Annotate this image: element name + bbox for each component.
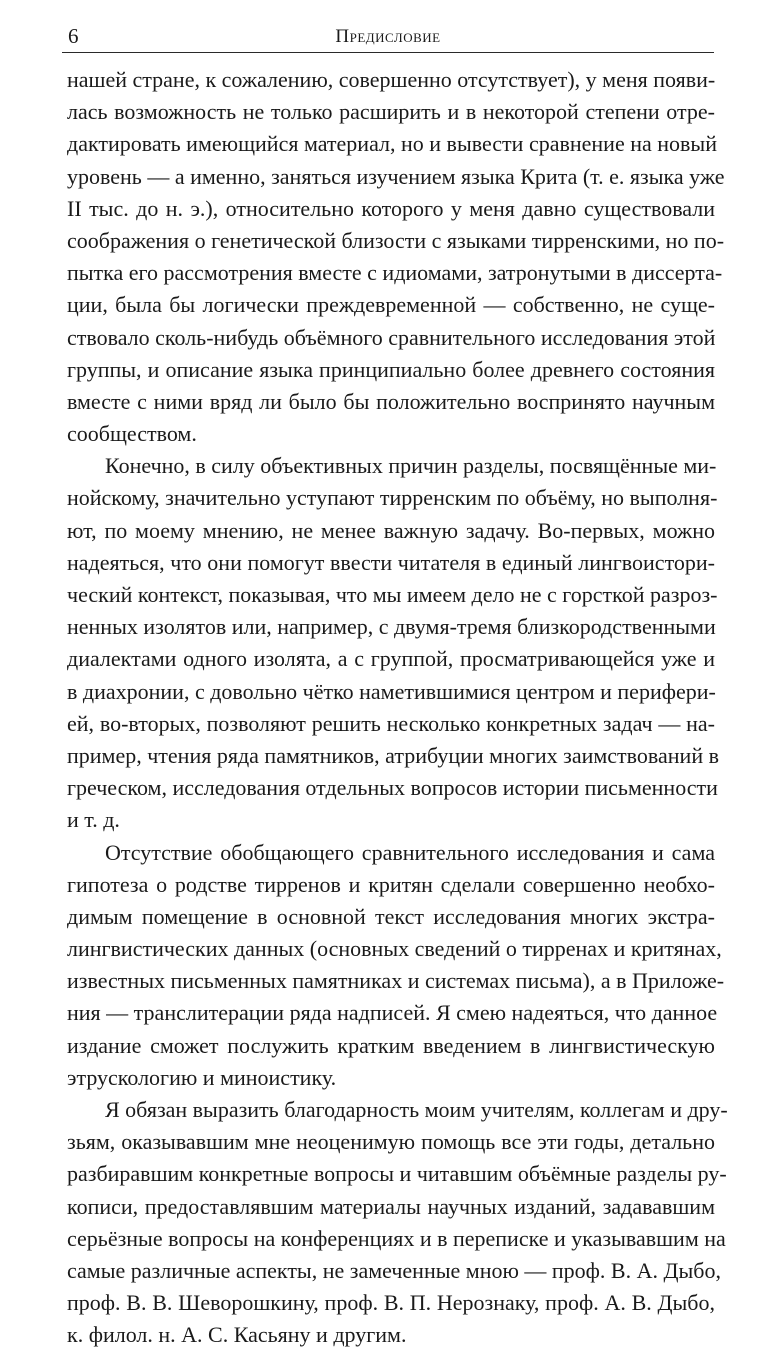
page-number: 6 [68, 24, 79, 48]
text-line: ствовало сколь-нибудь объёмного сравнительного исследования этой [67, 324, 716, 350]
text-line: серьёзные вопросы на конференциях и в переписке и указывавшим на [67, 1225, 726, 1251]
text-line: издание сможет послужить кратким введением в лингвистическую [67, 1032, 715, 1058]
text-line: самые различные аспекты, не замеченные мною — проф. В. А. Дыбо, [67, 1257, 721, 1283]
body-text [67, 64, 728, 1352]
text-line: нойскому, значительно уступают тирренским по объёму, но выполня- [67, 485, 718, 511]
text-line: сообществом. [67, 421, 197, 447]
paragraph [67, 837, 725, 1095]
text-line: группы, и описание языка принципиально более древнего состояния [67, 356, 715, 382]
paragraph [67, 450, 719, 836]
text-line: лингвистических данных (основных сведений о тирренах и критянах, [67, 936, 722, 962]
text-line: надеяться, что они помогут ввести читателя в единый лингвоистори- [67, 549, 715, 575]
text-line: ции, была бы логически преждевременной — собственно, не суще- [67, 292, 715, 318]
text-line: разбиравшим конкретные вопросы и читавшим объёмные разделы ру- [67, 1161, 727, 1187]
text-line: известных письменных памятниках и системах письма), а в Приложе- [67, 968, 725, 994]
text-line: зьям, оказывавшим мне неоценимую помощь все эти годы, детально [67, 1129, 715, 1155]
paragraph [67, 1094, 728, 1352]
text-line: димым помещение в основной текст исследования многих экстра- [67, 903, 715, 929]
text-line: II тыс. до н. э.), относительно которого у меня давно существовали [67, 195, 715, 221]
text-line: пытка его рассмотрения вместе с идиомами, затронутыми в диссерта- [67, 260, 723, 286]
text-line: диалектами одного изолята, а с группой, просматривающейся уже и [67, 646, 715, 672]
text-line: соображения о генетической близости с языками тирренскими, но по- [67, 227, 725, 253]
section-title: Предисловие [335, 26, 441, 47]
text-line: ненных изолятов или, например, с двумя-тремя близкородственными [67, 614, 716, 640]
text-line: дактировать имеющийся материал, но и вывести сравнение на новый [67, 131, 717, 157]
text-line: проф. В. В. Шеворошкину, проф. В. П. Нерознаку, проф. А. В. Дыбо, [67, 1290, 715, 1316]
text-line: гипотеза о родстве тирренов и критян сделали совершенно необхо- [67, 871, 715, 897]
text-line: Отсутствие обобщающего сравнительного исследования и сама [105, 839, 715, 865]
text-line: вместе с ними вряд ли было бы положительно воспринято научным [67, 388, 715, 414]
text-line: ют, по моему мнению, не менее важную задачу. Во-первых, можно [67, 517, 715, 543]
running-head [62, 20, 714, 54]
text-line: лась возможность не только расширить и в некоторой степени отре- [67, 99, 715, 125]
text-line: уровень — а именно, заняться изучением языка Крита (т. е. языка уже [67, 163, 725, 189]
header-rule [62, 52, 714, 53]
text-line: греческом, исследования отдельных вопросов истории письменности [67, 775, 718, 801]
text-line: кописи, предоставлявшим материалы научных изданий, задававшим [67, 1193, 715, 1219]
text-line: ей, во-вторых, позволяют решить несколько конкретных задач — на- [67, 710, 715, 736]
text-line: нашей стране, к сожалению, совершенно отсутствует), у меня появи- [67, 67, 716, 92]
text-line: в диахронии, с довольно чётко наметившимися центром и перифери- [67, 678, 716, 704]
text-line: Конечно, в силу объективных причин разделы, посвящённые ми- [105, 453, 717, 479]
text-line: ческий контекст, показывая, что мы имеем дело не с горсткой разроз- [67, 582, 718, 607]
text-line: этрускологию и миноистику. [67, 1064, 337, 1090]
text-line: пример, чтения ряда памятников, атрибуции многих заимствований в [67, 742, 719, 768]
text-line: ния — транслитерации ряда надписей. Я смею надеяться, что данное [67, 1000, 718, 1026]
paragraph [67, 64, 725, 450]
text-line: и т. д. [67, 807, 120, 833]
text-line: Я обязан выразить благодарность моим учителям, коллегам и дру- [105, 1097, 728, 1122]
text-line: к. филол. н. А. С. Касьяну и другим. [67, 1322, 407, 1348]
